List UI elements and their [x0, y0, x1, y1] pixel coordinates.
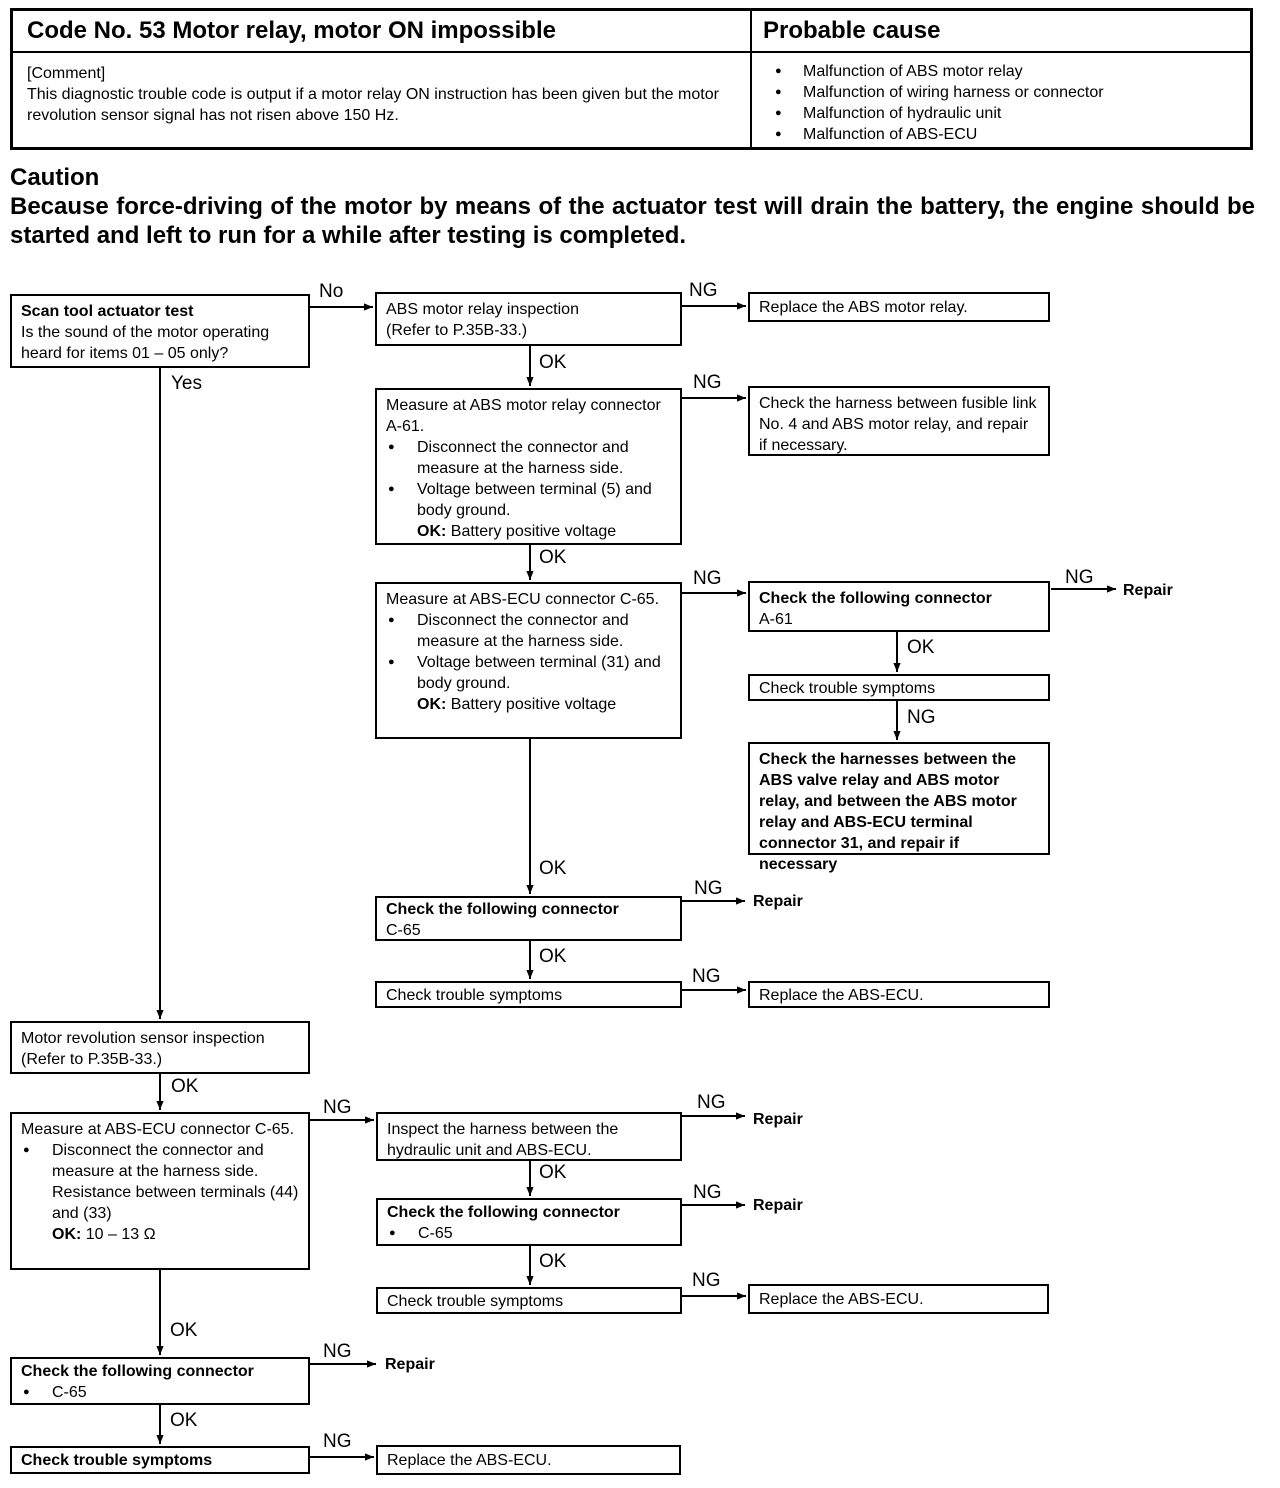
check-harness-fusible-text: Check the harness between fusible link No. 4 and ABS motor relay, and repair if necessary. — [759, 395, 1037, 454]
label-repair: Repair — [753, 1197, 803, 1214]
probable-cause-title: Probable cause — [763, 17, 941, 44]
measure-a61-step1 — [386, 437, 672, 479]
relay-inspection-line2: (Refer to P.35B-33.) — [386, 322, 528, 339]
label-ng: NG — [689, 280, 718, 301]
check-harness-fusible-link-box — [748, 386, 1050, 456]
check-trouble-symptoms-box — [376, 1287, 682, 1314]
measure-res-step1 — [21, 1140, 300, 1224]
check-connector-c65-box — [376, 1198, 682, 1246]
check-trouble-symptoms-box — [10, 1446, 310, 1474]
replace-abs-motor-relay-box — [748, 292, 1050, 322]
measure-a61-step2 — [386, 479, 672, 521]
measure-a61-ok — [386, 521, 672, 542]
replace-abs-ecu-box — [748, 981, 1050, 1008]
ok-value: Battery positive voltage — [450, 523, 617, 540]
check-harnesses-text: Check the harnesses between the ABS valve relay and ABS motor relay, and between the ABS motor relay and ABS-ECU terminal connector 31, and repair if necessary — [759, 751, 1017, 873]
inspect-harness-text: Inspect the harness between the hydraulic unit and ABS-ECU. — [387, 1121, 619, 1159]
check-connector-c65-box — [375, 896, 682, 941]
ok-value: Battery positive voltage — [450, 696, 617, 713]
check-trouble-symptoms-box — [748, 674, 1050, 701]
label-ok: OK — [170, 1320, 198, 1341]
measure-abs-ecu-connector-box — [375, 582, 682, 739]
measure-abs-motor-relay-connector-box — [375, 388, 682, 545]
label-no: No — [319, 281, 344, 302]
replace-relay-text: Replace the ABS motor relay. — [759, 299, 968, 316]
label-repair: Repair — [753, 893, 803, 910]
scan-tool-question: Is the sound of the motor operating heard for items 01 – 05 only? — [21, 324, 270, 362]
measure-a61-title: Measure at ABS motor relay connector A-61. — [386, 397, 661, 435]
label-ng: NG — [697, 1092, 726, 1113]
label-ng: NG — [323, 1431, 352, 1452]
label-ng: NG — [693, 1182, 722, 1203]
label-ng: NG — [1065, 567, 1094, 588]
check-connector-sub: A-61 — [759, 611, 793, 628]
label-yes: Yes — [171, 373, 202, 394]
check-connector-title: Check the following connector — [386, 901, 619, 918]
replace-ecu-text: Replace the ABS-ECU. — [387, 1452, 552, 1469]
measure-c65-title: Measure at ABS-ECU connector C-65. — [386, 591, 660, 608]
check-connector-title: Check the following connector — [759, 590, 992, 607]
measure-c65-step2 — [386, 652, 672, 694]
label-ng: NG — [323, 1097, 352, 1118]
replace-abs-ecu-box — [376, 1445, 681, 1475]
label-ng: NG — [323, 1341, 352, 1362]
replace-abs-ecu-box — [748, 1284, 1049, 1314]
ok-value: 10 – 13 Ω — [85, 1226, 156, 1243]
measure-c65-step1 — [386, 610, 672, 652]
ok-label: OK: — [417, 523, 447, 540]
code-title: Code No. 53 Motor relay, motor ON impossible — [27, 17, 556, 44]
bullet-icon: ● — [389, 1227, 396, 1239]
motor-revolution-sensor-inspection-box — [10, 1021, 310, 1074]
check-connector-c65-box — [10, 1357, 310, 1405]
check-trouble-text: Check trouble symptoms — [21, 1452, 213, 1469]
check-harnesses-valve-relay-box — [748, 742, 1050, 873]
check-trouble-text: Check trouble symptoms — [387, 1293, 564, 1310]
check-connector-title: Check the following connector — [21, 1363, 254, 1380]
ok-label: OK: — [417, 696, 447, 713]
caution-text: Because force-driving of the motor by means of the actuator test will drain the battery, the engine should be started and left to run for a while after testing is completed. — [10, 193, 1255, 249]
label-ng: NG — [694, 878, 723, 899]
comment-label: [Comment] — [27, 65, 106, 82]
cause-item: ● Malfunction of ABS motor relay — [763, 61, 1104, 82]
check-trouble-text: Check trouble symptoms — [759, 680, 936, 697]
comment-text: This diagnostic trouble code is output if a motor relay ON instruction has been given but the motor revolution sensor signal has not risen above 150 Hz. — [27, 86, 719, 124]
bullet-icon: ● — [388, 441, 395, 453]
check-connector-sub: C-65 — [386, 922, 421, 939]
label-ok: OK — [539, 352, 567, 373]
caution-title: Caution — [10, 164, 100, 191]
replace-ecu-text: Replace the ABS-ECU. — [759, 987, 924, 1004]
label-ok: OK — [539, 858, 567, 879]
step-text: Voltage between terminal (5) and body ground. — [417, 481, 652, 519]
bullet-icon: ● — [23, 1144, 30, 1156]
abs-motor-relay-inspection-box — [375, 292, 682, 346]
check-connector-bullet — [387, 1223, 672, 1244]
check-connector-bullet — [21, 1382, 300, 1403]
label-repair: Repair — [753, 1111, 803, 1128]
motor-rev-line1: Motor revolution sensor inspection — [21, 1030, 265, 1047]
label-ok: OK — [539, 1162, 567, 1183]
step-text: Voltage between terminal (31) and body ground. — [417, 654, 661, 692]
step-text: Disconnect the connector and measure at the harness side. — [417, 439, 629, 477]
step-text: Disconnect the connector and measure at the harness side. — [417, 612, 629, 650]
label-ng: NG — [693, 568, 722, 589]
label-ng: NG — [692, 1270, 721, 1291]
label-ok: OK — [539, 547, 567, 568]
label-ok: OK — [171, 1076, 199, 1097]
cause-item: ● Malfunction of hydraulic unit — [763, 103, 1104, 124]
bullet-icon: ● — [388, 614, 395, 626]
measure-res-title: Measure at ABS-ECU connector C-65. — [21, 1121, 295, 1138]
check-trouble-text: Check trouble symptoms — [386, 987, 563, 1004]
label-ng: NG — [693, 372, 722, 393]
label-ng: NG — [692, 966, 721, 987]
measure-c65-ok — [386, 694, 672, 715]
label-ng: NG — [907, 707, 936, 728]
ok-label: OK: — [52, 1226, 82, 1243]
check-connector-a61-box — [748, 581, 1050, 632]
relay-inspection-line1: ABS motor relay inspection — [386, 301, 579, 318]
scan-tool-actuator-test-box — [10, 294, 310, 368]
label-repair: Repair — [1123, 582, 1173, 599]
label-ok: OK — [170, 1410, 198, 1431]
cause-item: ● Malfunction of ABS-ECU — [763, 124, 1104, 145]
label-ok: OK — [907, 637, 935, 658]
bullet-icon: ● — [388, 656, 395, 668]
inspect-harness-box — [376, 1112, 682, 1161]
measure-res-ok — [21, 1224, 300, 1245]
check-connector-title: Check the following connector — [387, 1204, 620, 1221]
check-connector-sub: C-65 — [418, 1225, 453, 1242]
label-repair: Repair — [385, 1356, 435, 1373]
replace-ecu-text: Replace the ABS-ECU. — [759, 1291, 924, 1308]
bullet-icon: ● — [388, 483, 395, 495]
check-trouble-symptoms-box — [375, 981, 682, 1008]
motor-rev-line2: (Refer to P.35B-33.) — [21, 1051, 163, 1068]
bullet-icon: ● — [23, 1386, 30, 1398]
measure-resistance-box — [10, 1112, 310, 1270]
check-connector-sub: C-65 — [52, 1384, 87, 1401]
label-ok: OK — [539, 946, 567, 967]
cause-item: ● Malfunction of wiring harness or connector — [763, 82, 1104, 103]
step-text: Disconnect the connector and measure at the harness side. Resistance between terminals (44) and (33) — [52, 1142, 299, 1222]
scan-tool-title: Scan tool actuator test — [21, 303, 194, 320]
label-ok: OK — [539, 1251, 567, 1272]
